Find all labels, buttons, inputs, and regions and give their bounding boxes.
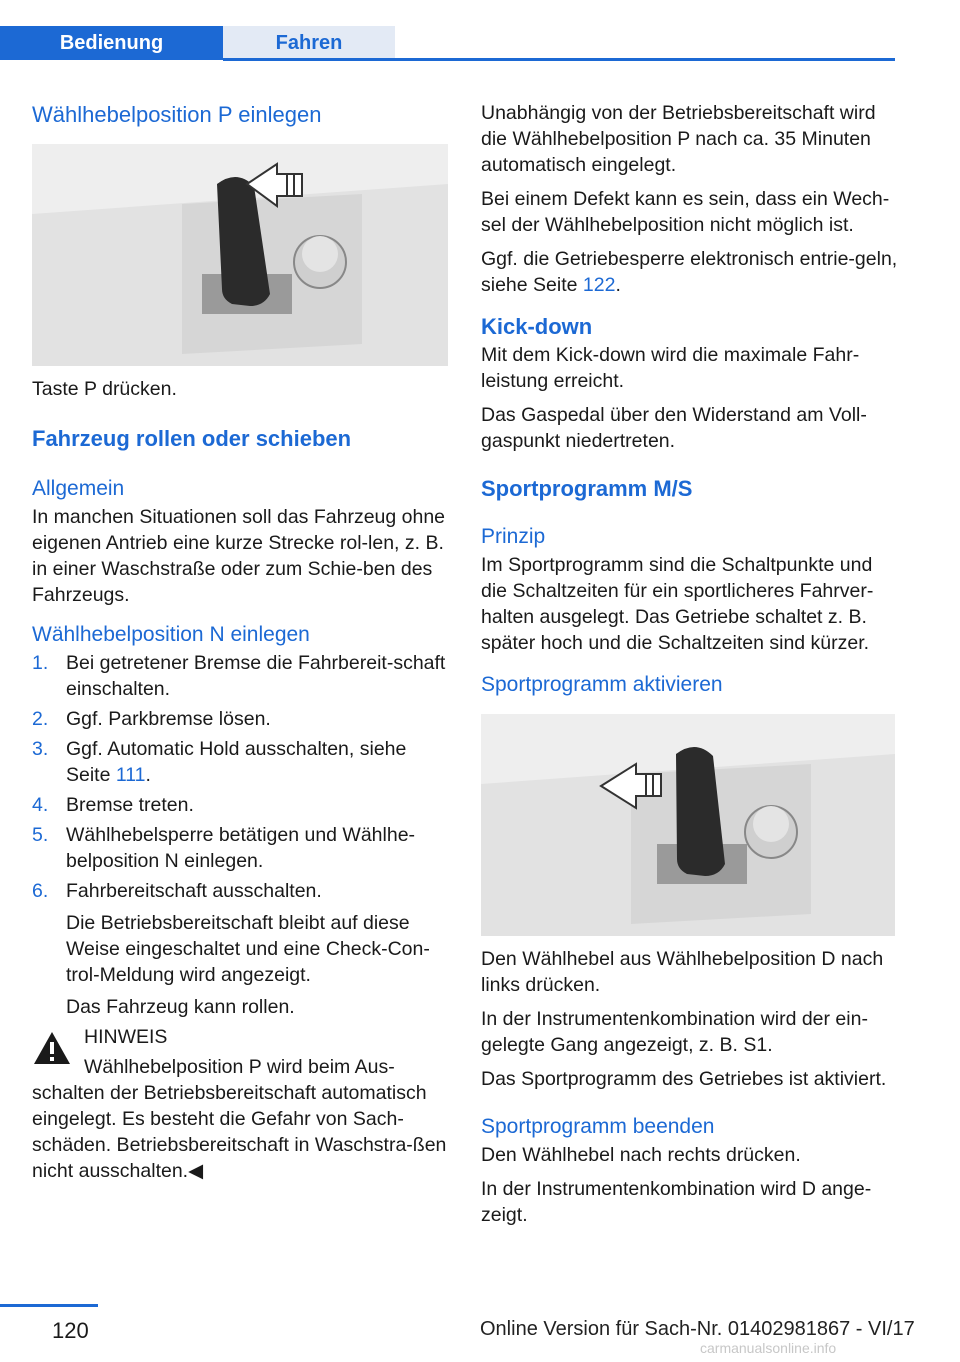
heading-kick-down: Kick-down <box>481 314 593 339</box>
list-item: 6. Fahrbereitschaft ausschalten. Die Betriebsbereitschaft bleibt auf diese Weise eingeschaltet und eine Check-Con‐trol-Meldung wird angezeigt. Das Fahrzeug kann rollen. <box>32 878 450 1020</box>
warning-text-line1: Wählhebelposition P wird beim Aus‐ <box>84 1056 395 1078</box>
paragraph-gang-angezeigt: In der Instrumentenkombination wird der ein‐gelegte Gang angezeigt, z. B. S1. <box>481 1008 868 1056</box>
warning-box <box>32 1024 450 1080</box>
left-column <box>32 100 450 1192</box>
footer-rule <box>0 1304 98 1307</box>
gear-lever-left-illustration <box>481 714 895 936</box>
list-item: 2. Ggf. Parkbremse lösen. <box>32 708 271 730</box>
warning-icon <box>32 1030 72 1066</box>
paragraph-nach-links: Den Wählhebel aus Wählhebelposition D nach links drücken. <box>481 948 884 996</box>
list-item: 4. Bremse treten. <box>32 794 194 816</box>
page-link-111[interactable]: 111 <box>115 764 146 786</box>
paragraph-35-minuten: Unabhängig von der Betriebsbereitschaft wird die Wählhebelposition P nach ca. 35 Minuten automatisch eingelegt. <box>481 102 876 176</box>
page-link-122[interactable]: 122 <box>582 274 616 296</box>
paragraph-kick-down-1: Mit dem Kick-down wird die maximale Fahr‐leistung erreicht. <box>481 344 860 392</box>
heading-allgemein: Allgemein <box>32 477 125 500</box>
heading-sportprogramm: Sportprogramm M/S <box>481 476 693 501</box>
paragraph-aktiviert: Das Sportprogramm des Getriebes ist aktiviert. <box>481 1068 887 1090</box>
watermark: carmanualsonline.info <box>700 1340 837 1356</box>
heading-sport-aktivieren: Sportprogramm aktivieren <box>481 673 723 696</box>
warning-text: schalten der Betriebsbereitschaft automatisch eingelegt. Es besteht die Gefahr von Sach‐schäden. Betriebsbereitschaft in Waschstra‐ßen nicht ausschalten.◀ <box>32 1082 447 1182</box>
heading-sport-beenden: Sportprogramm beenden <box>481 1115 715 1138</box>
paragraph-defekt: Bei einem Defekt kann es sein, dass ein Wech‐sel der Wählhebelposition nicht möglich ist. <box>481 188 890 236</box>
right-column <box>481 100 901 1236</box>
chapter-tabs <box>0 26 395 60</box>
paragraph-nach-rechts: Den Wählhebel nach rechts drücken. <box>481 1144 801 1166</box>
page-number: 120 <box>52 1318 89 1343</box>
paragraph-prinzip: Im Sportprogramm sind die Schaltpunkte und die Schaltzeiten für ein sportlicheres Fahrver‐halten ausgelegt. Das Getriebe schaltet z. B. später hoch und die Schaltzeiten sind kürzer. <box>481 554 874 654</box>
list-item: 1. Bei getretener Bremse die Fahrbereit‐schaft einschalten. <box>32 652 446 700</box>
online-version-note: Online Version für Sach-Nr. 01402981867 - VI/17 <box>480 1318 915 1340</box>
step6-detail-2: Das Fahrzeug kann rollen. <box>66 996 295 1018</box>
step6-detail: Die Betriebsbereitschaft bleibt auf diese Weise eingeschaltet und eine Check-Con‐trol-Meldung wird angezeigt. <box>66 912 430 986</box>
gear-lever-illustration <box>32 144 448 366</box>
heading-n-einlegen: Wählhebelposition N einlegen <box>32 623 310 646</box>
paragraph-allgemein: In manchen Situationen soll das Fahrzeug ohne eigenen Antrieb eine kurze Strecke rol‐len, z. B. in einer Waschstraße oder zum Schie‐ben des Fahrzeugs. <box>32 506 446 606</box>
warning-title: HINWEIS <box>84 1026 168 1048</box>
caption-taste-p: Taste P drücken. <box>32 378 177 400</box>
tab-bedienung[interactable]: Bedienung <box>0 26 223 60</box>
heading-prinzip: Prinzip <box>481 525 546 548</box>
steps-list <box>32 650 450 1020</box>
paragraph-d-angezeigt: In der Instrumentenkombination wird D ange‐zeigt. <box>481 1178 872 1226</box>
figure-selector-lever-left <box>481 714 895 936</box>
paragraph-kick-down-2: Das Gaspedal über den Widerstand am Voll‐gaspunkt niedertreten. <box>481 404 867 452</box>
list-item: 5. Wählhebelsperre betätigen und Wählhe‐belposition N einlegen. <box>32 824 416 872</box>
tab-fahren[interactable]: Fahren <box>223 26 395 60</box>
paragraph-getriebesperre: Ggf. die Getriebesperre elektronisch entrie‐geln, siehe Seite 122. <box>481 248 898 296</box>
heading-p-einlegen: Wählhebelposition P einlegen <box>32 102 322 127</box>
figure-selector-lever-p <box>32 144 448 366</box>
header-rule <box>223 58 895 61</box>
list-item: 3. Ggf. Automatic Hold ausschalten, siehe Seite 111. <box>32 738 407 786</box>
heading-rollen-schieben: Fahrzeug rollen oder schieben <box>32 426 352 451</box>
